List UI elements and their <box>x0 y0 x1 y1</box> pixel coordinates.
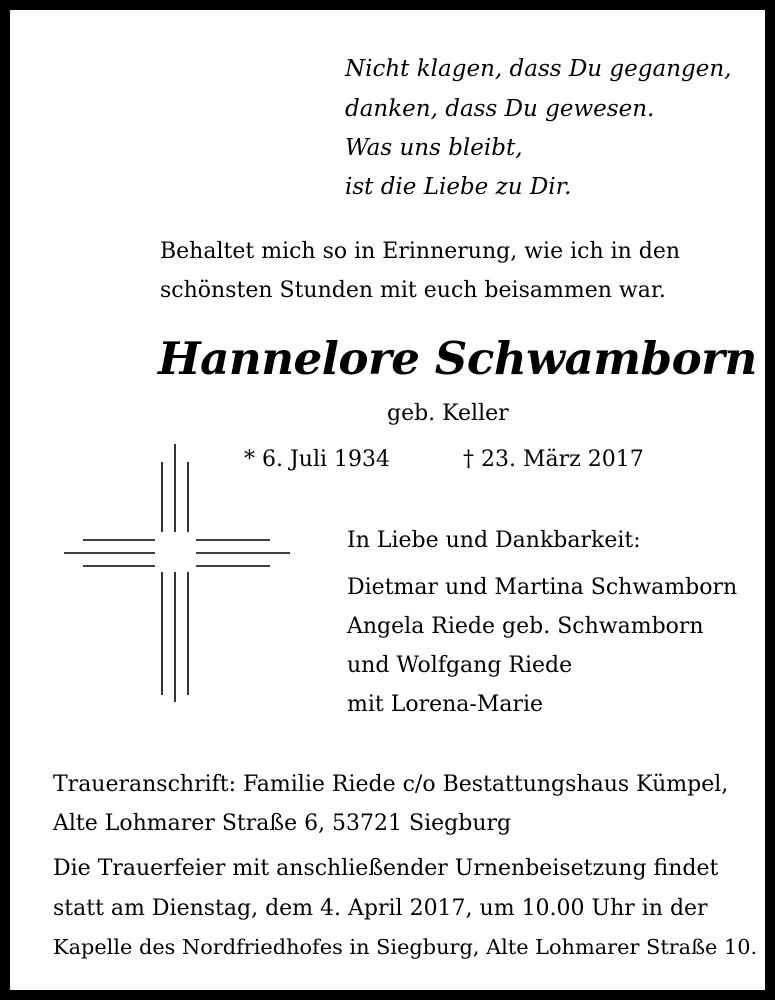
death-date: † 23. März 2017 <box>463 447 644 472</box>
quote-line: schönsten Stunden mit euch beisammen war. <box>160 278 666 303</box>
deceased-name: Hannelore Schwamborn <box>158 332 757 385</box>
poem-line: Was uns bleibt, <box>345 135 523 161</box>
ceremony-line: statt am Dienstag, dem 4. April 2017, um 10.00 Uhr in der <box>53 896 708 921</box>
line-cross-icon <box>60 440 300 705</box>
maiden-name: geb. Keller <box>387 401 509 426</box>
poem-line: Nicht klagen, dass Du gegangen, <box>345 56 732 82</box>
poem-line: danken, dass Du gewesen. <box>345 96 655 122</box>
ceremony-line: Kapelle des Nordfriedhofes in Siegburg, Alte Lohmarer Straße 10. <box>53 935 758 959</box>
mourner-line: und Wolfgang Riede <box>347 653 573 678</box>
mourner-line: mit Lorena-Marie <box>347 692 544 717</box>
birth-date: * 6. Juli 1934 <box>244 447 391 472</box>
mourners-heading: In Liebe und Dankbarkeit: <box>347 528 641 553</box>
mourner-line: Angela Riede geb. Schwamborn <box>347 614 704 639</box>
address-line: Traueranschrift: Familie Riede c/o Bestattungshaus Kümpel, <box>53 772 729 797</box>
poem-line: ist die Liebe zu Dir. <box>345 174 572 200</box>
quote-line: Behaltet mich so in Erinnerung, wie ich in den <box>160 239 681 264</box>
mourner-line: Dietmar und Martina Schwamborn <box>347 575 738 600</box>
address-line: Alte Lohmarer Straße 6, 53721 Siegburg <box>53 811 512 836</box>
ceremony-line: Die Trauerfeier mit anschließender Urnenbeisetzung findet <box>53 856 719 881</box>
